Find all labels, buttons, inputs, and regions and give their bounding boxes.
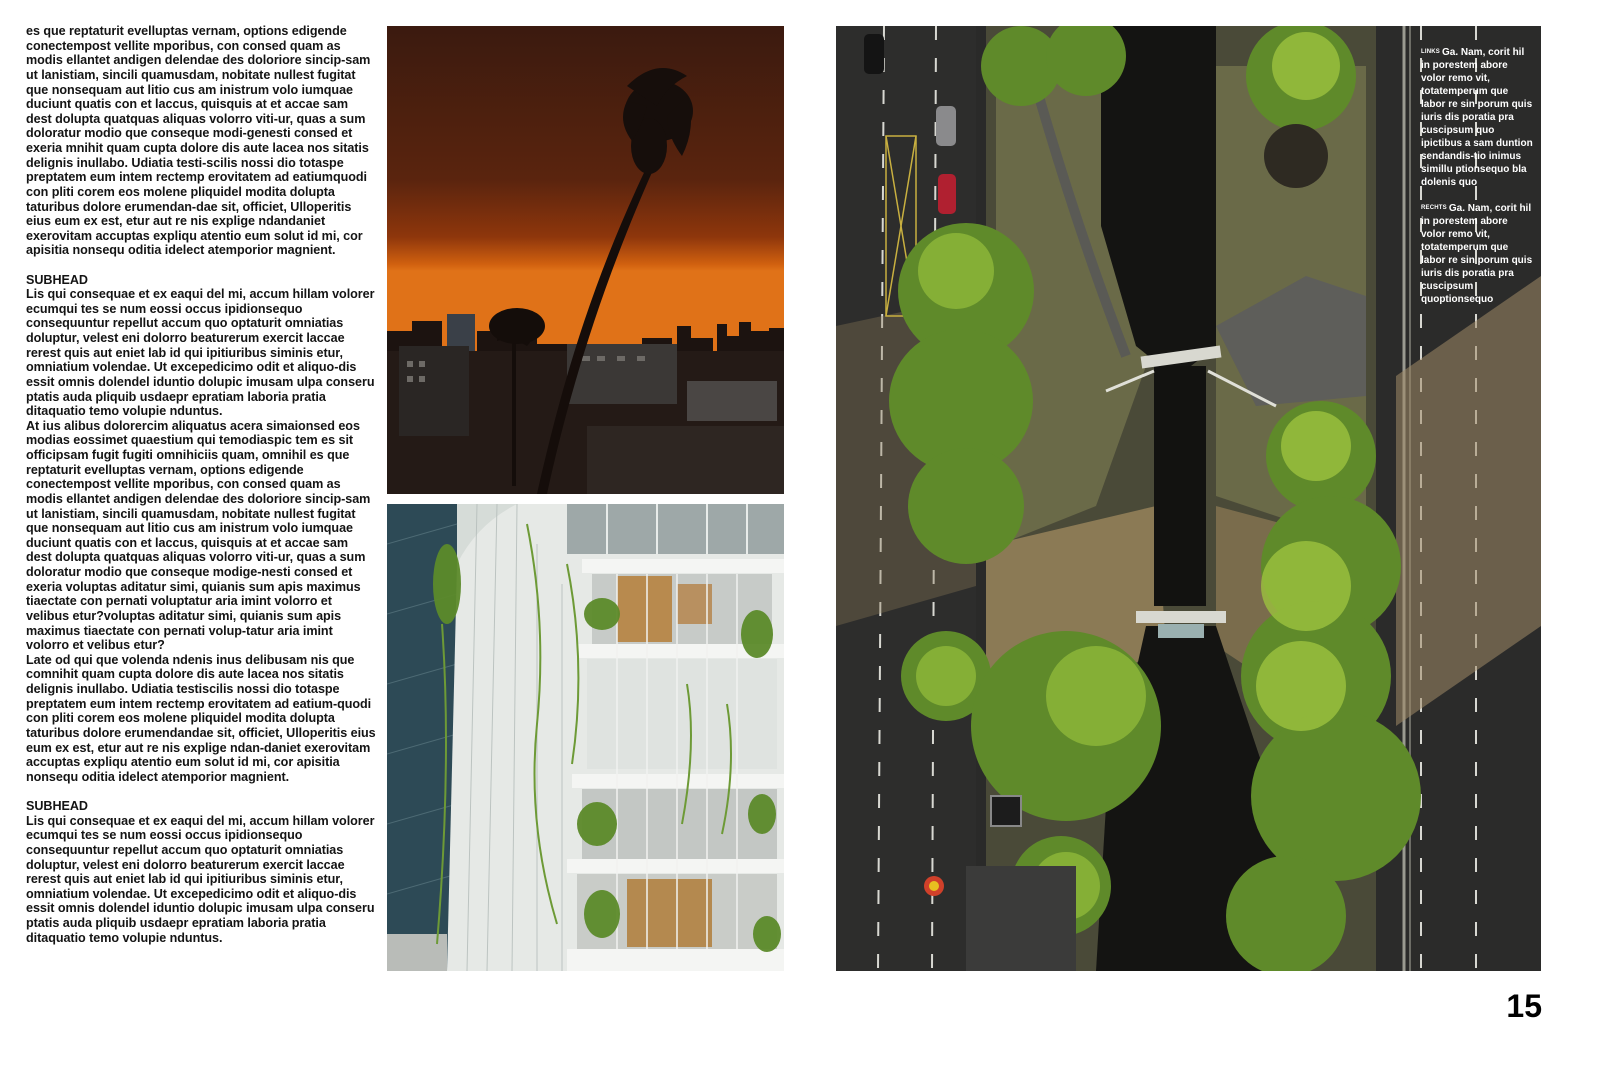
caption-label-links: LINKS [1421,49,1440,55]
subhead: SUBHEAD [26,272,88,287]
page-number: 15 [1506,988,1542,1024]
photo-vine-building [387,504,784,971]
photo-sunset-palm [387,26,784,494]
caption-right [1421,202,1533,306]
caption-left-text: Ga. Nam, corit hil in porestem abore volor remo vit, totatemperum que labor re sin porum quis iuris dis poratia pra cuscipsum quo ipictibus a sam duntion sendandis-tio inimus simillu ptionsequo bla dolenis quo [1421,47,1533,188]
caption-label-rechts: RECHTS [1421,205,1447,211]
sunset-palm-illustration [387,26,784,494]
caption-right-text: Ga. Nam, corit hil in porestem abore volor remo vit, totatemperum que labor re sin porum quis iuris dis poratia pra cuscipsum quoptionsequo [1421,203,1533,305]
body-paragraph: At ius alibus dolorercim aliquatus acera simaionsed eos modias eossimet quaestium qui temodiaspic tem es sit officipsam fugit fugiti omnihiciis quam, omnihil es que reptaturit evelluptas vernam, options edigende conectempost vellite mporibus, con consed quam as modis ellantet andigen delendae des doloriore sincip-sam ut lanistiam, sincili quamusdam, nobitate nullest fugitat que nonsequam aut litio cus am inistrum volo iumquae duciunt quatis con et laccus, quisquis at et accae sam dest dolupta quatquas aliquas volorro viti-ur, quas a sum doloratur modio que conseque modige-nesti consed et exeria voluptas aditatur simi, quianis sum apis maximus tiaectate con pernati voluptatur aria imint volorro et velibus etur?voluptas aditatur simi, quianis sum apis maximus tiaectate con pernati volup-tatur aria imint volorro et velibus etur? [26,418,371,653]
body-text-column [26,24,376,945]
body-paragraph: Late od qui que volenda ndenis inus delibusam nis que comnihit quam cupta dolore dis aute lacea nos sitatis delignis inullabo. Udiatia testiscilis nossi dio totaspe preptatem eum intem rectemp erovitatem ad eatium-quodi con pliti corem eos molene pliquidel modita dolupta taturibus dolore erumendandae sit, officiet, Ullореritis eius eum ex est, etur aut re nis explige ndan-daniet exerovitam accuptas expliqu atentio eum solut id mi, cor apisitia nonsequ oditia idelect atemporior magnient. [26,652,376,784]
body-paragraph: es que reptaturit evelluptas vernam, options edigende conectempost vellite mporibus, con consed quam as modis ellantet andigen delendae des doloriore sincip-sam ut lanistiam, sincili quamusdam, nobitate nullest fugitat que nonsequam aut litio cus am inistrum volo iumquae duciunt quatis con et laccus, quisquis at et accae sam dest dolupta quatquas aliquas volorro viti-ur, quas a sum doloratur modio que conseque modi-genesti consed et exeria mnihit quam cupta dolore dis aute lacea nos sitatis delignis inullabo. Udiatia testi-scilis nossi dio totaspe preptatem eum intem rectemp erovitatem ad eatiumquodi con pliti corem eos molene pliquidel modita dolupta taturibus dolore erumendan-dae sit, officiet, Ullореritis eius eum ex est, etur aut re nis explige ndandaniet exerovitam accuptas expliqu atentio eum solut id mi, cor apisitia nonsequ oditia idelect atemporior magnient. [26,24,371,258]
caption-left [1421,46,1533,189]
subhead: SUBHEAD [26,799,88,814]
body-paragraph: Lis qui consequae et ex eaqui del mi, accum hillam volorer ecumqui tes se num eossi occus ipidionsequo consequuntur repellut accum quo optaturit omniatias doluptur, velest eni dolorro beaturerum exercit laccae rerest quis aut eniet lab id qui ipitiuribus siminis etur, omniatium volendae. Ut excepedicimo odit et aliquo-dis essit omnis dolendel iduntio dolupic imusam ulpa conseru ptatis auda pliquib usdaepr epratiam laboria pratia ditaquatio temo volupie nduntus. [26,813,375,945]
body-paragraph: Lis qui consequae et ex eaqui del mi, accum hillam volorer ecumqui tes se num eossi occus ipidionsequo consequuntur repellut accum quo optaturit omniatias doluptur, velest eni dolorro beaturerum exercit laccae rerest quis aut eniet lab id qui ipitiuribus siminis etur, omniatium volendae. Ut excepedicimo odit et aliquo-dis essit omnis dolendel iduntio dolupic imusam ulpa conseru ptatis auda pliquib usdaepr epratiam laboria pratia ditaquatio temo volupie nduntus. [26,287,375,419]
vine-building-illustration [387,504,784,971]
photo-caption-block [1421,46,1533,319]
